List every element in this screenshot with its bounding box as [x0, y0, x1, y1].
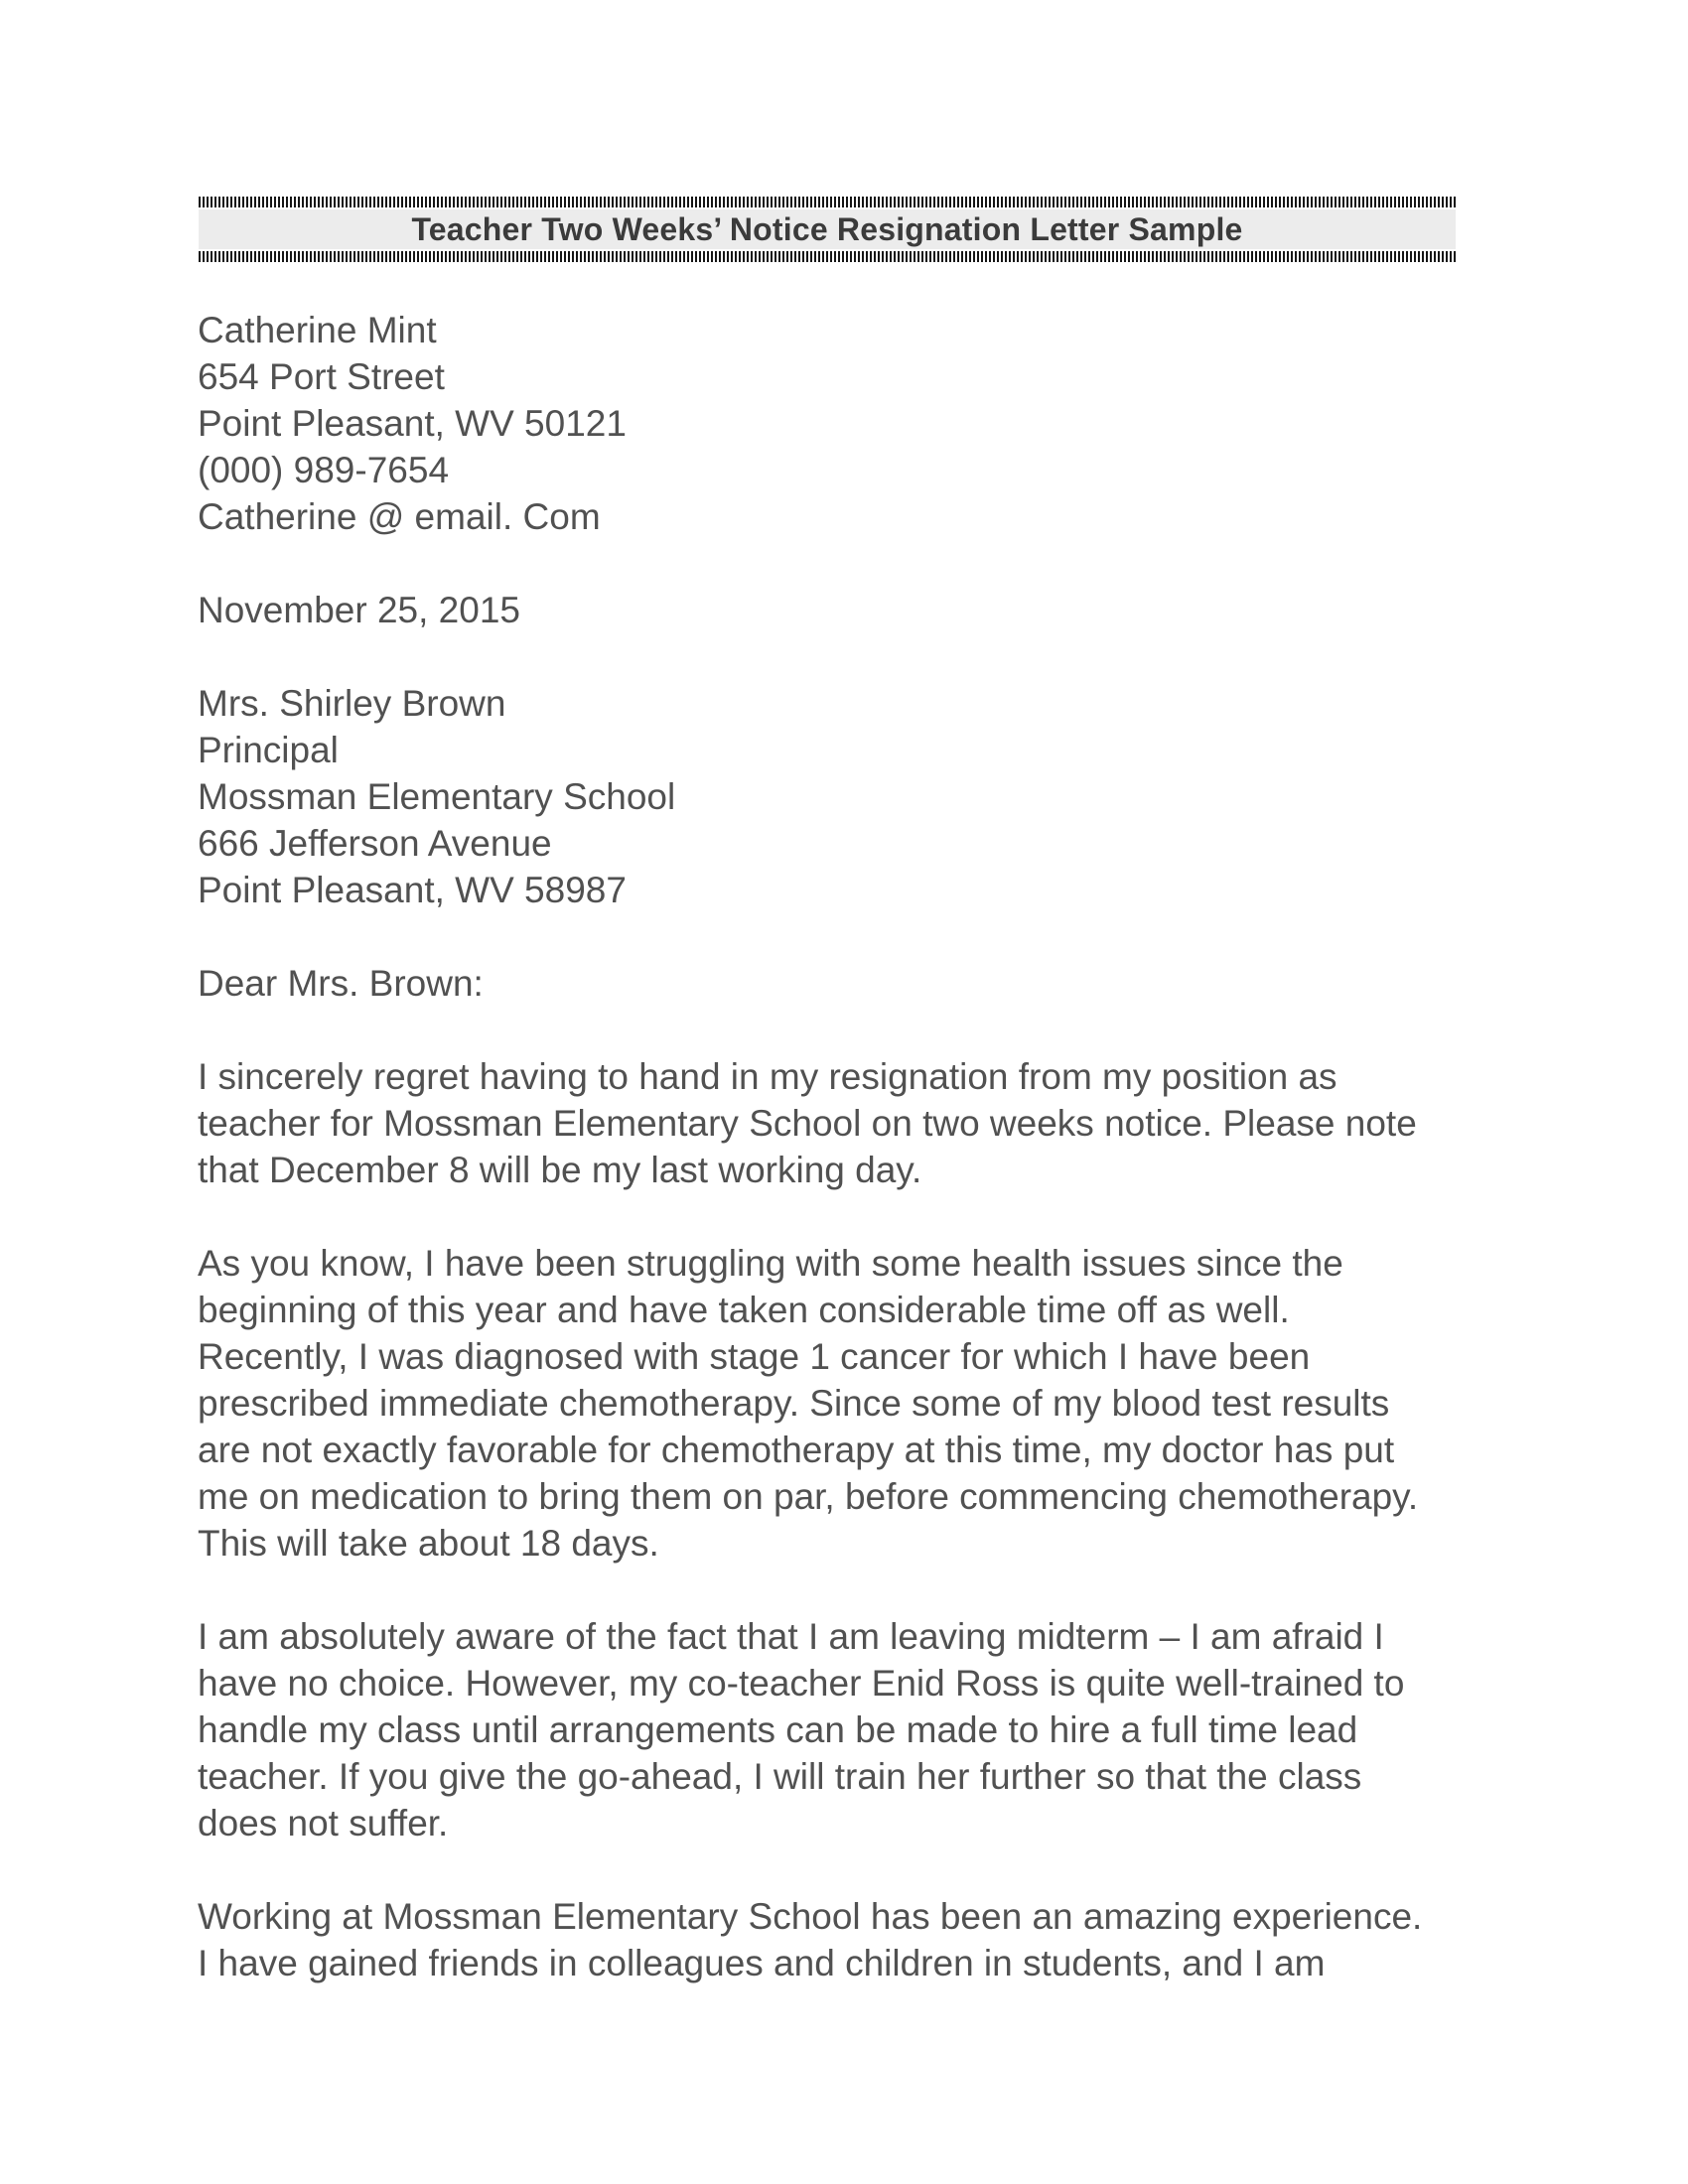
recipient-line: Mossman Elementary School — [198, 776, 676, 817]
recipient-line: Point Pleasant, WV 58987 — [198, 870, 627, 910]
sender-line: 654 Port Street — [198, 356, 445, 397]
banner-stripe-bottom — [199, 251, 1456, 262]
paragraph: As you know, I have been struggling with some health issues since the beginning of this year and have taken considerable time off as well. Recently, I was diagnosed with stage 1 cancer for which I have been prescribed immediate chemotherapy. Since some of my blood test results are not exactly favorable for chemotherapy at this time, my doctor has put me on medication to bring them on par, before commencing chemotherapy. This will take about 18 days. — [198, 1243, 1419, 1564]
sender-line: Catherine @ email. Com — [198, 496, 601, 537]
banner-stripe-top — [199, 197, 1456, 207]
recipient-line: Mrs. Shirley Brown — [198, 683, 506, 724]
sender-line: Catherine Mint — [198, 310, 437, 350]
banner-band — [199, 209, 1456, 249]
letter-date — [198, 587, 1440, 633]
sender-line: (000) 989-7654 — [198, 450, 450, 490]
recipient-line: Principal — [198, 730, 339, 770]
salutation — [198, 960, 1440, 1007]
letter-body — [198, 307, 1440, 2033]
recipient-address — [198, 680, 1440, 913]
sender-address — [198, 307, 1440, 540]
salutation-line: Dear Mrs. Brown: — [198, 963, 484, 1004]
sender-line: Point Pleasant, WV 50121 — [198, 403, 627, 444]
paragraph: Working at Mossman Elementary School has been an amazing experience. I have gained friends in colleagues and children in students, and I am — [198, 1896, 1423, 1983]
document-title: Teacher Two Weeks’ Notice Resignation Letter Sample — [411, 210, 1243, 247]
paragraph: I sincerely regret having to hand in my resignation from my position as teacher for Mossman Elementary School on two weeks notice. Please note that December 8 will be my last working day. — [198, 1056, 1417, 1190]
recipient-line: 666 Jefferson Avenue — [198, 823, 552, 864]
paragraph: I am absolutely aware of the fact that I am leaving midterm – I am afraid I have no choice. However, my co-teacher Enid Ross is quite well-trained to handle my class until arrangements can be made to hire a full time lead teacher. If you give the go-ahead, I will train her further so that the class does not suffer. — [198, 1616, 1405, 1843]
date-line: November 25, 2015 — [198, 590, 520, 630]
title-banner — [199, 197, 1456, 262]
